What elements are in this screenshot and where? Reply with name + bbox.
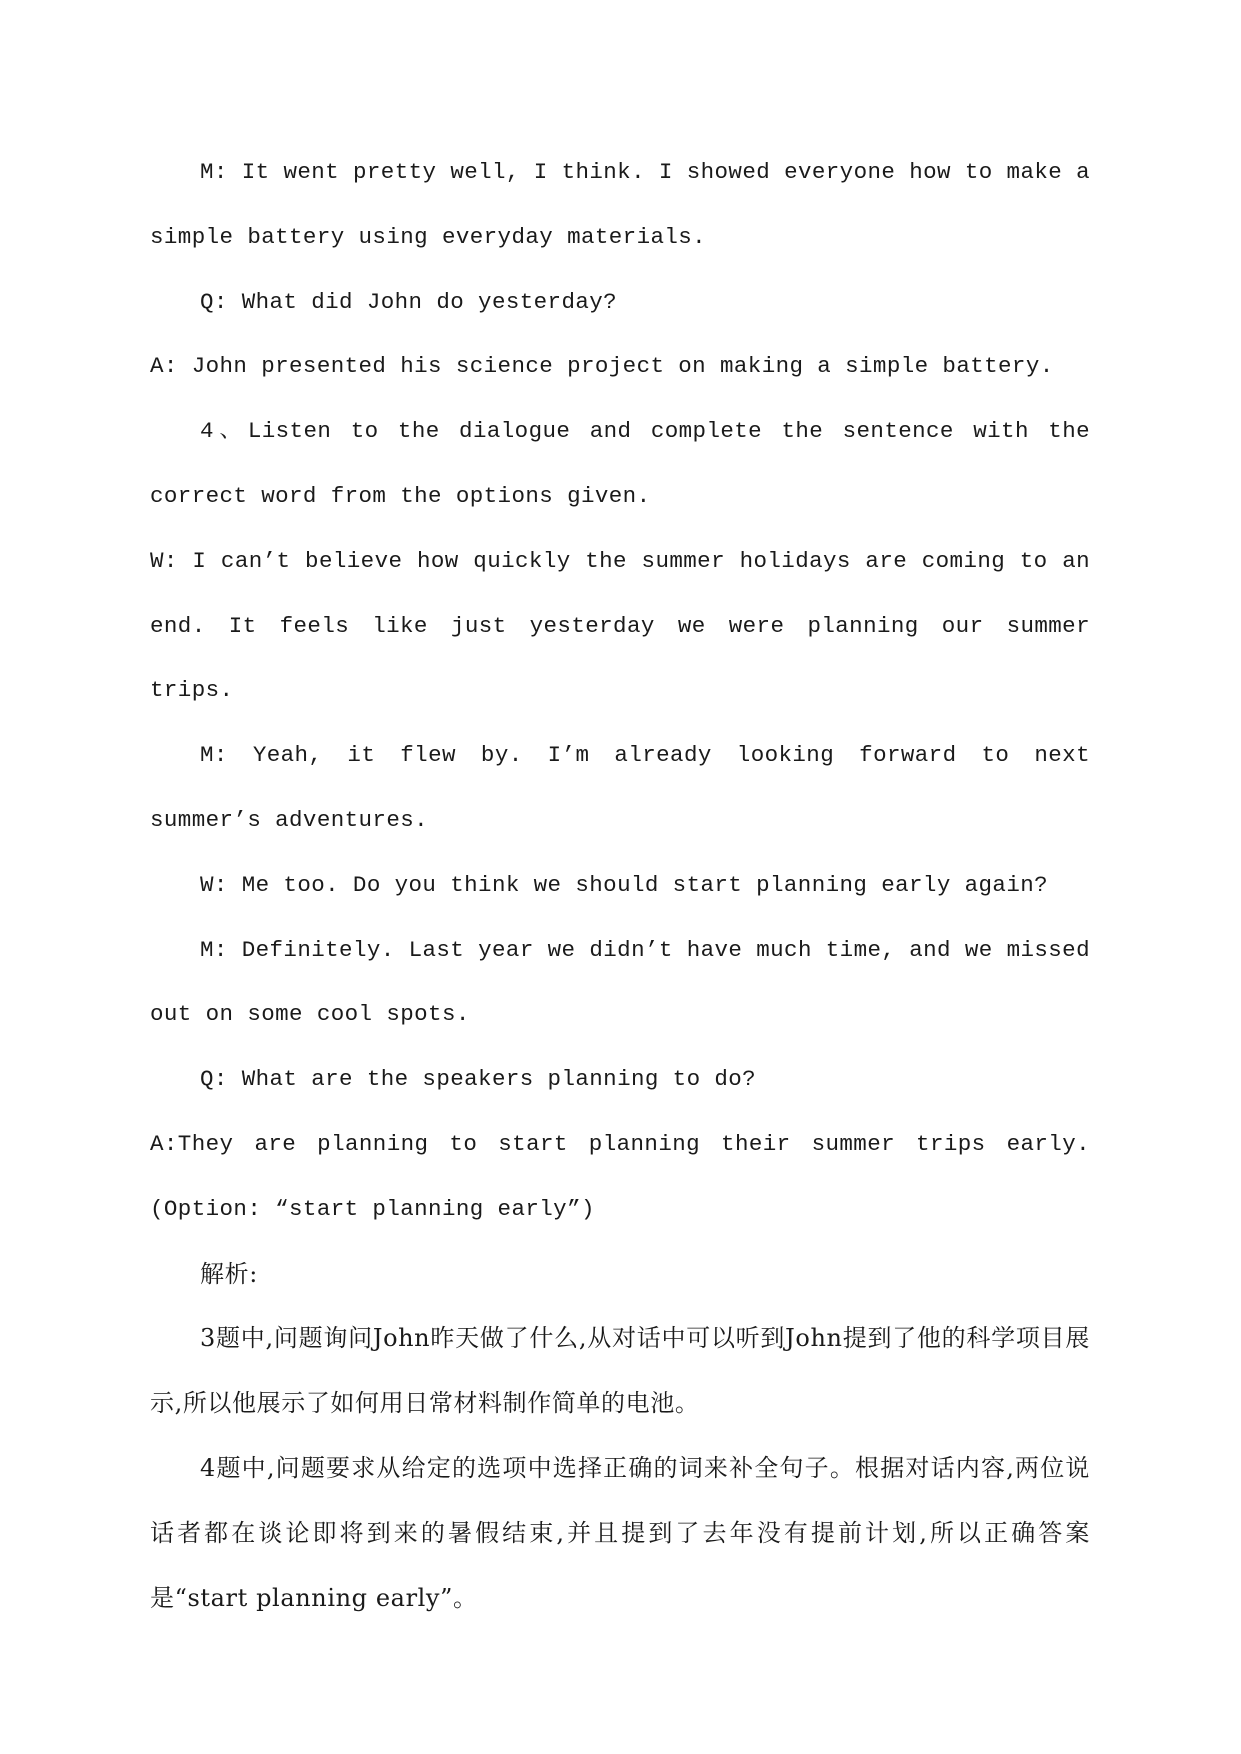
analysis-heading: 解析: [200, 1259, 258, 1288]
dialogue-line-m2: M: Yeah, it flew by. I’m already looking forward to next summer’s adventures. [150, 742, 1090, 833]
document-body [150, 140, 1090, 1630]
question-4: Q: What are the speakers planning to do? [200, 1066, 757, 1093]
answer-4: A:They are planning to start planning their summer trips early.(Option: “start planning early”) [150, 1130, 1090, 1222]
dialogue-line-m3: M: Definitely. Last year we didn’t have much time, and we missed out on some cool spots. [150, 936, 1090, 1028]
analysis-4: 4题中,问题要求从给定的选项中选择正确的词来补全句子。根据对话内容,两位说话者都在谈论即将到来的暑假结束,并且提到了去年没有提前计划,所以正确答案是“start planning early”。 [150, 1453, 1090, 1612]
answer-3: A: John presented his science project on making a simple battery. [150, 353, 1054, 380]
dialogue-line-m1: M: It went pretty well, I think. I showed everyone how to make a simple battery using everyday materials. [150, 159, 1090, 250]
analysis-3: 3题中,问题询问John昨天做了什么,从对话中可以听到John提到了他的科学项目展示,所以他展示了如何用日常材料制作简单的电池。 [150, 1324, 1090, 1418]
dialogue-line-w1: W: I can’t believe how quickly the summer holidays are coming to an end. It feels like just yesterday we were planning our summer trips. [150, 547, 1090, 704]
question-3: Q: What did John do yesterday? [200, 288, 618, 315]
dialogue-line-w2: W: Me too. Do you think we should start planning early again? [200, 871, 1049, 898]
task-4-instruction: 4、Listen to the dialogue and complete the sentence with the correct word from the options given. [150, 418, 1090, 509]
